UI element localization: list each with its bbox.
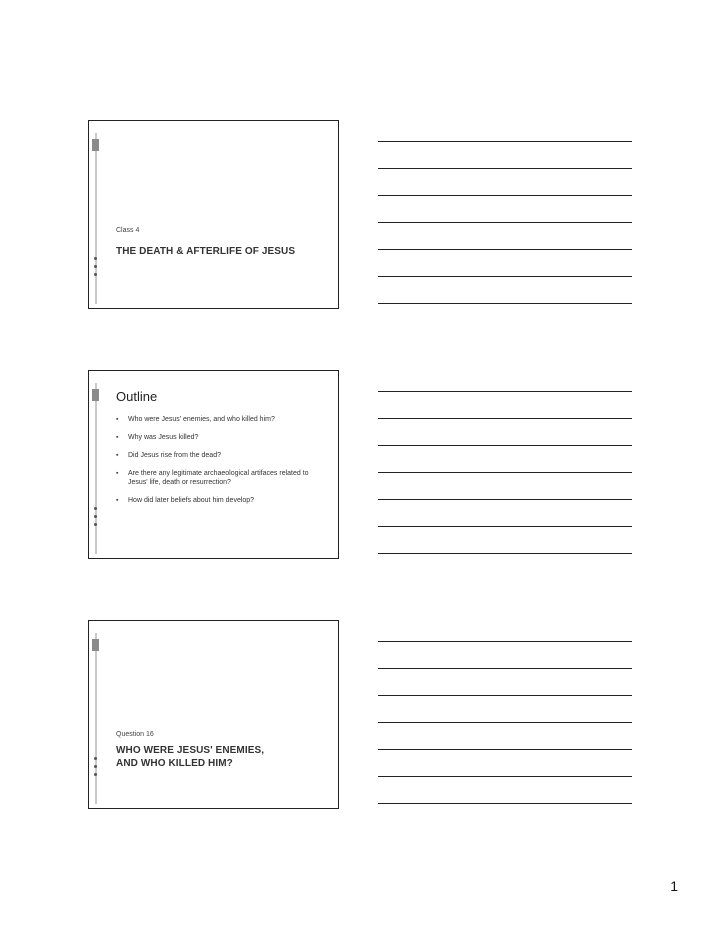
outline-item: ▪ Are there any legitimate archaeological artifaces related to Jesus' life, death or resurrection? bbox=[116, 469, 318, 487]
slide-label: Class 4 bbox=[116, 227, 140, 234]
outline-item: ▪ Why was Jesus killed? bbox=[116, 433, 318, 442]
slide-question-16 bbox=[88, 620, 339, 809]
page-number: 1 bbox=[670, 878, 678, 894]
slide-title-class-4 bbox=[88, 120, 339, 309]
outline-list bbox=[116, 415, 318, 514]
slide-decoration-bar bbox=[92, 633, 99, 804]
slide-title-line-2: AND WHO KILLED HIM? bbox=[116, 758, 233, 769]
slide-title: THE DEATH & AFTERLIFE OF JESUS bbox=[116, 246, 296, 257]
slide-label: Question 16 bbox=[116, 731, 154, 738]
outline-item: ▪ Did Jesus rise from the dead? bbox=[116, 451, 318, 460]
outline-item: ▪ Who were Jesus' enemies, and who killed him? bbox=[116, 415, 318, 424]
outline-item: ▪ How did later beliefs about him develop? bbox=[116, 496, 318, 505]
slide-decoration-bar bbox=[92, 133, 99, 304]
slide-decoration-bar bbox=[92, 383, 99, 554]
outline-title: Outline bbox=[116, 389, 158, 404]
slide-outline bbox=[88, 370, 339, 559]
slide-title-line-1: WHO WERE JESUS' ENEMIES, bbox=[116, 745, 265, 756]
